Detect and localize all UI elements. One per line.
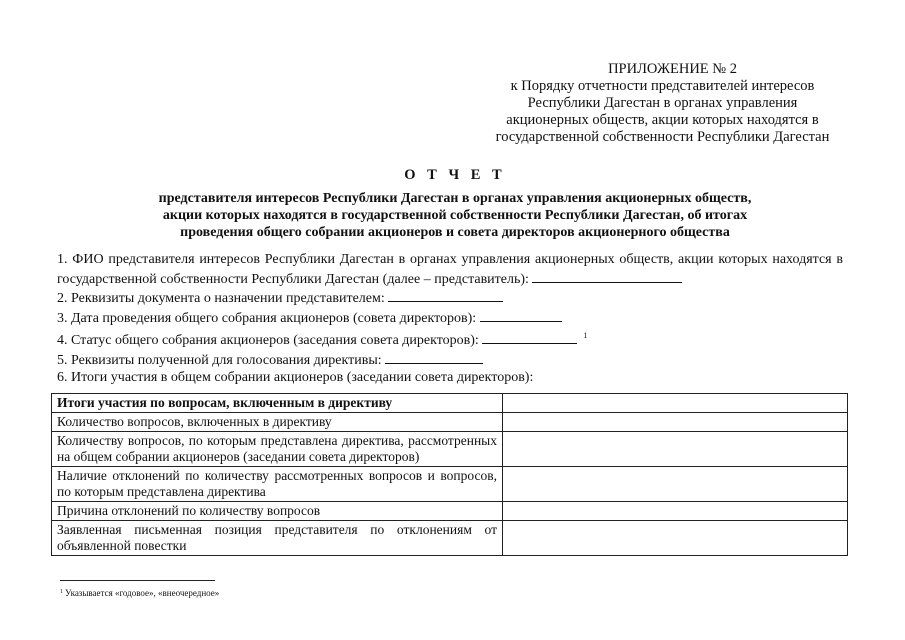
table-value-cell[interactable] bbox=[503, 521, 848, 556]
annex-line: акционерных обществ, акции которых находятся в bbox=[506, 112, 819, 128]
item-directive-details-label: 5. Реквизиты полученной для голосования директивы: bbox=[57, 352, 382, 368]
annex-line: государственной собственности Республики Дагестан bbox=[495, 129, 830, 145]
item-meeting-status-label: 4. Статус общего собрания акционеров (заседания совета директоров): bbox=[57, 333, 479, 348]
report-items bbox=[57, 251, 843, 387]
report-subtitle-line: представителя интересов Республики Дагестан в органах управления акционерных обществ, bbox=[158, 191, 752, 206]
footnote-ref: 1 bbox=[583, 331, 588, 340]
table-row bbox=[52, 432, 848, 467]
item-appointment-doc-label: 2. Реквизиты документа о назначении представителем: bbox=[57, 291, 385, 306]
table-value-cell[interactable] bbox=[503, 413, 848, 432]
table-value-cell[interactable] bbox=[503, 432, 848, 467]
fio-blank[interactable] bbox=[532, 269, 682, 283]
item-fio-label: 1. ФИО представителя интересов Республики Дагестан в органах управления акционерных обществ, акции которых находятся в государственной собственности Республики Дагестан (далее – представитель): bbox=[57, 252, 843, 287]
item-fio bbox=[57, 251, 843, 288]
table-row bbox=[52, 467, 848, 502]
meeting-status-blank[interactable] bbox=[482, 330, 577, 344]
footnote bbox=[60, 587, 219, 599]
table-question-cell: Причина отклонений по количеству вопросов bbox=[52, 502, 503, 521]
item-directive-details bbox=[57, 350, 843, 370]
table-value-cell[interactable] bbox=[503, 394, 848, 413]
appointment-doc-blank[interactable] bbox=[388, 288, 503, 302]
annex-line: Республики Дагестан в органах управления bbox=[527, 95, 798, 111]
item-meeting-date-label: 3. Дата проведения общего собрания акционеров (совета директоров): bbox=[57, 310, 477, 326]
item-results bbox=[57, 369, 843, 387]
item-meeting-date bbox=[57, 308, 843, 328]
table-value-cell[interactable] bbox=[503, 502, 848, 521]
annex-line: к Порядку отчетности представителей интересов bbox=[510, 78, 815, 94]
item-meeting-status bbox=[57, 327, 843, 350]
item-results-label: 6. Итоги участия в общем собрании акционеров (заседании совета директоров): bbox=[57, 370, 534, 385]
table-header-cell: Итоги участия по вопросам, включенным в директиву bbox=[52, 394, 503, 413]
report-heading bbox=[60, 167, 850, 241]
table-question-cell: Наличие отклонений по количеству рассмотренных вопросов и вопросов, по которым представлена директива bbox=[52, 467, 503, 502]
results-table bbox=[51, 393, 848, 556]
report-subtitle-line: проведения общего собрании акционеров и совета директоров акционерного общества bbox=[180, 225, 730, 240]
table-row bbox=[52, 413, 848, 432]
footnote-text: Указывается «годовое», «внеочередное» bbox=[65, 588, 220, 598]
table-row bbox=[52, 521, 848, 556]
table-question-cell: Количество вопросов, включенных в директиву bbox=[52, 413, 503, 432]
footnote-marker: 1 bbox=[60, 589, 63, 595]
annex-block bbox=[470, 61, 855, 146]
annex-title: ПРИЛОЖЕНИЕ № 2 bbox=[608, 61, 737, 77]
report-subtitle-line: акции которых находятся в государственной собственности Республики Дагестан, об итогах bbox=[162, 208, 748, 223]
report-title: О Т Ч Е Т bbox=[404, 167, 506, 183]
footnote-divider bbox=[60, 580, 215, 581]
table-header-row bbox=[52, 394, 848, 413]
table-question-cell: Заявленная письменная позиция представителя по отклонениям от объявленной повестки bbox=[52, 521, 503, 556]
directive-details-blank[interactable] bbox=[385, 350, 483, 364]
table-question-cell: Количеству вопросов, по которым представлена директива, рассмотренных на общем собрании акционеров (заседании совета директоров) bbox=[52, 432, 503, 467]
item-appointment-doc bbox=[57, 288, 843, 308]
table-value-cell[interactable] bbox=[503, 467, 848, 502]
meeting-date-blank[interactable] bbox=[480, 308, 562, 322]
table-row bbox=[52, 502, 848, 521]
